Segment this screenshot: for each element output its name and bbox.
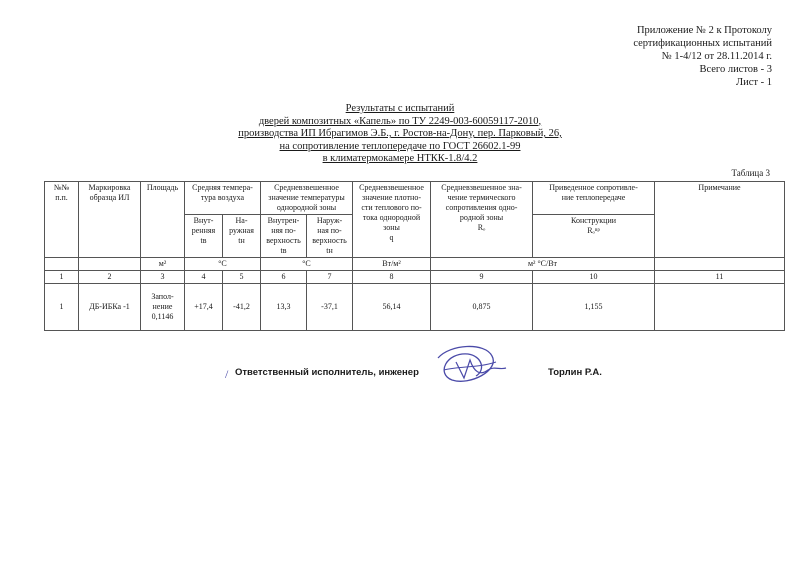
header-marking: Маркировка образца ИЛ: [79, 182, 141, 258]
column-number: 11: [655, 271, 785, 284]
header-outer-surface: Наруж- ная по- верхность tн: [307, 215, 353, 258]
column-number: 10: [533, 271, 655, 284]
column-number: 1: [45, 271, 79, 284]
header-area: Площадь: [141, 182, 185, 258]
title-line: Результаты с испытаний: [345, 103, 455, 114]
header-construction: Конструкции Rₒⁿᵖ: [533, 215, 655, 258]
title-line: в климатермокамере НТКК-1.8/4.2: [322, 153, 478, 164]
title-line: дверей композитных «Капель» по ТУ 2249-003-60059117-2010,: [258, 115, 542, 127]
appendix-line: Приложение № 2 к Протоколу: [636, 25, 772, 36]
table-row: [45, 284, 785, 331]
cell-heat-flux: 56,14: [353, 284, 431, 331]
handwritten-signature: [430, 340, 510, 390]
column-number: 7: [307, 271, 353, 284]
cell-marking: ДБ-ИБКа -1: [79, 284, 141, 331]
title-line: на сопротивление теплопередаче по ГОСТ 26602.1-99: [279, 140, 521, 152]
column-number: 6: [261, 271, 307, 284]
results-table: [44, 181, 785, 331]
document-title: [0, 103, 800, 166]
unit-area: м²: [141, 258, 185, 271]
cell-outer-surface: -37,1: [307, 284, 353, 331]
unit-surface-temperature: °C: [261, 258, 353, 271]
header-outer-air: На- ружная tн: [223, 215, 261, 258]
appendix-line: Всего листов - 3: [699, 64, 772, 75]
column-number: 2: [79, 271, 141, 284]
column-number: 3: [141, 271, 185, 284]
table-label: Таблица 3: [731, 168, 770, 178]
unit-air-temperature: °C: [185, 258, 261, 271]
header-inner-surface: Внутрен- няя по- верхность tв: [261, 215, 307, 258]
unit-heat-flux: Вт/м²: [353, 258, 431, 271]
column-number: 4: [185, 271, 223, 284]
header-weighted-temperature: Средневзвешенное значение температуры однородной зоны: [261, 182, 353, 215]
cell-number: 1: [45, 284, 79, 331]
title-line: производства ИП Ибрагимов Э.Б., г. Ростов-на-Дону, пер. Парковый, 26,: [238, 128, 562, 139]
header-inner-air: Внут- ренняя tв: [185, 215, 223, 258]
signature-role: Ответственный исполнитель, инженер: [235, 367, 419, 378]
signature-mark: /: [225, 367, 229, 381]
header-thermal-resistance: Средневзвешенное зна- чение термического сопротивления одно- родной зоны Rₒ: [431, 182, 533, 258]
cell-thermal-resistance: 0,875: [431, 284, 533, 331]
unit-resistance: м² °С/Вт: [431, 258, 655, 271]
appendix-line: № 1-4/12 от 28.11.2014 г.: [661, 51, 772, 62]
cell-outer-air: -41,2: [223, 284, 261, 331]
cell-inner-air: +17,4: [185, 284, 223, 331]
appendix-line: сертификационных испытаний: [633, 38, 772, 49]
column-number: 8: [353, 271, 431, 284]
cell-note: [655, 284, 785, 331]
header-air-temperature: Средняя темпера- тура воздуха: [185, 182, 261, 215]
signature-name: Торлин Р.А.: [548, 367, 602, 378]
cell-reduced-resistance: 1,155: [533, 284, 655, 331]
cell-area: Запол- нение 0,1146: [141, 284, 185, 331]
cell-inner-surface: 13,3: [261, 284, 307, 331]
header-note: Примечание: [655, 182, 785, 258]
appendix-line: Лист - 1: [736, 77, 772, 88]
column-number: 5: [223, 271, 261, 284]
column-number: 9: [431, 271, 533, 284]
header-heat-flux: Средневзвешенное значение плотно- сти теплового по- тока однородной зоны q: [353, 182, 431, 258]
header-reduced-resistance: Приведенное сопротивле- ние теплопередаче: [533, 182, 655, 215]
header-number: №№ п.п.: [45, 182, 79, 258]
appendix-block: [633, 24, 772, 89]
